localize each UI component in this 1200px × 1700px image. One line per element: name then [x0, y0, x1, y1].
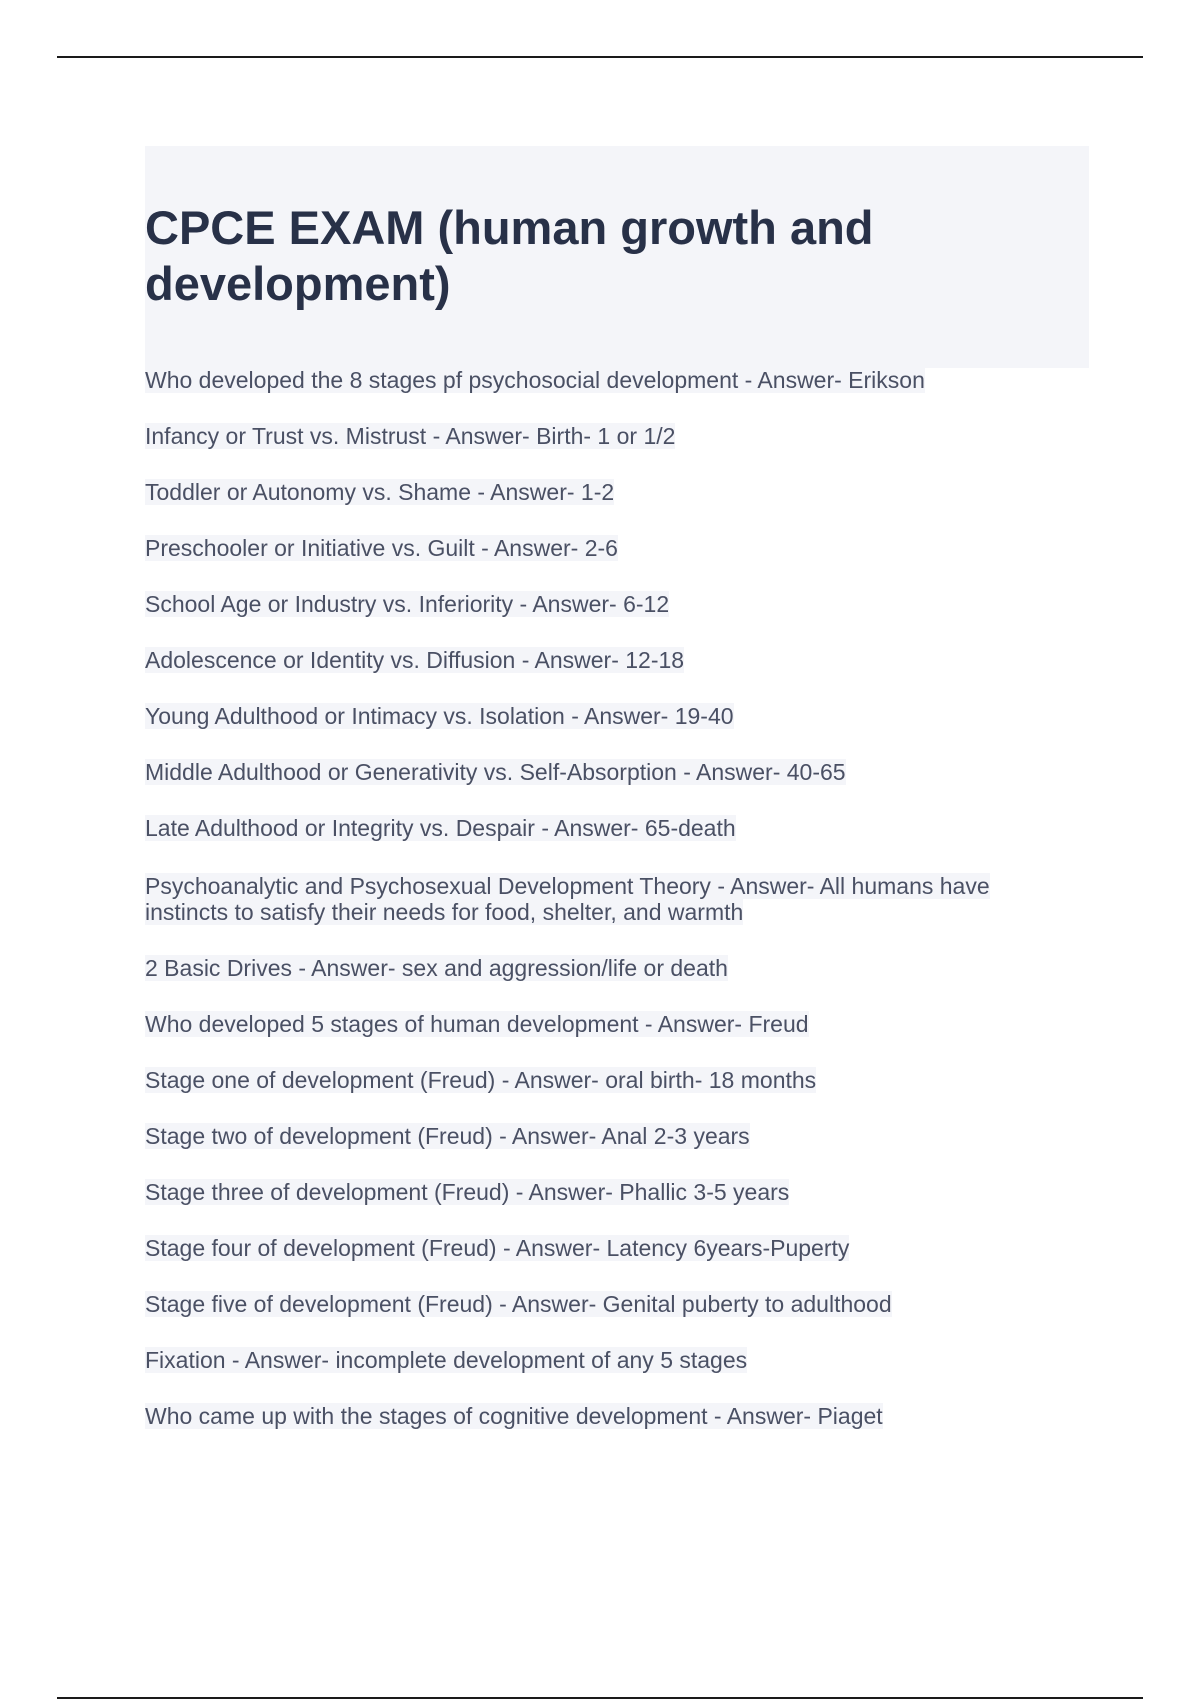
document-title: CPCE EXAM (human growth and development) — [145, 201, 874, 310]
list-item — [145, 1067, 1045, 1093]
qa-list — [145, 367, 1045, 1429]
qa-text: Preschooler or Initiative vs. Guilt - Answer- 2-6 — [145, 535, 618, 561]
list-item — [145, 535, 1045, 561]
qa-text: Psychoanalytic and Psychosexual Development Theory - Answer- All humans have instincts to satisfy their needs for food, shelter, and warmth — [145, 873, 990, 925]
list-item — [145, 1123, 1045, 1149]
qa-text: Middle Adulthood or Generativity vs. Self-Absorption - Answer- 40-65 — [145, 759, 846, 785]
qa-text: Adolescence or Identity vs. Diffusion - Answer- 12-18 — [145, 647, 685, 673]
list-item — [145, 1403, 1045, 1429]
qa-text: Late Adulthood or Integrity vs. Despair - Answer- 65-death — [145, 815, 736, 841]
list-item — [145, 479, 1045, 505]
list-item — [145, 423, 1045, 449]
qa-text: Fixation - Answer- incomplete development of any 5 stages — [145, 1347, 748, 1373]
list-item — [145, 759, 1045, 785]
qa-text: Infancy or Trust vs. Mistrust - Answer- Birth- 1 or 1/2 — [145, 423, 676, 449]
list-item — [145, 1179, 1045, 1205]
qa-text: 2 Basic Drives - Answer- sex and aggression/life or death — [145, 955, 728, 981]
bottom-rule — [57, 1697, 1143, 1699]
list-item — [145, 873, 1045, 925]
list-item — [145, 647, 1045, 673]
list-item — [145, 367, 1045, 393]
list-item — [145, 955, 1045, 981]
list-item — [145, 1291, 1045, 1317]
list-item — [145, 815, 1045, 841]
qa-text: Young Adulthood or Intimacy vs. Isolation - Answer- 19-40 — [145, 703, 734, 729]
qa-text: Who developed 5 stages of human development - Answer- Freud — [145, 1011, 809, 1037]
list-item — [145, 1235, 1045, 1261]
qa-text: Stage five of development (Freud) - Answer- Genital puberty to adulthood — [145, 1291, 892, 1317]
qa-text: Stage three of development (Freud) - Answer- Phallic 3-5 years — [145, 1179, 790, 1205]
qa-text: Stage one of development (Freud) - Answer- oral birth- 18 months — [145, 1067, 817, 1093]
qa-text: Who developed the 8 stages pf psychosocial development - Answer- Erikson — [145, 367, 925, 393]
qa-text: School Age or Industry vs. Inferiority - Answer- 6-12 — [145, 591, 670, 617]
list-item — [145, 1011, 1045, 1037]
qa-text: Stage two of development (Freud) - Answer- Anal 2-3 years — [145, 1123, 750, 1149]
qa-text: Stage four of development (Freud) - Answer- Latency 6years-Puperty — [145, 1235, 850, 1261]
list-item — [145, 703, 1045, 729]
qa-text: Toddler or Autonomy vs. Shame - Answer- 1-2 — [145, 479, 615, 505]
qa-text: Who came up with the stages of cognitive development - Answer- Piaget — [145, 1403, 883, 1429]
list-item — [145, 1347, 1045, 1373]
list-item — [145, 591, 1045, 617]
top-rule — [57, 56, 1143, 58]
